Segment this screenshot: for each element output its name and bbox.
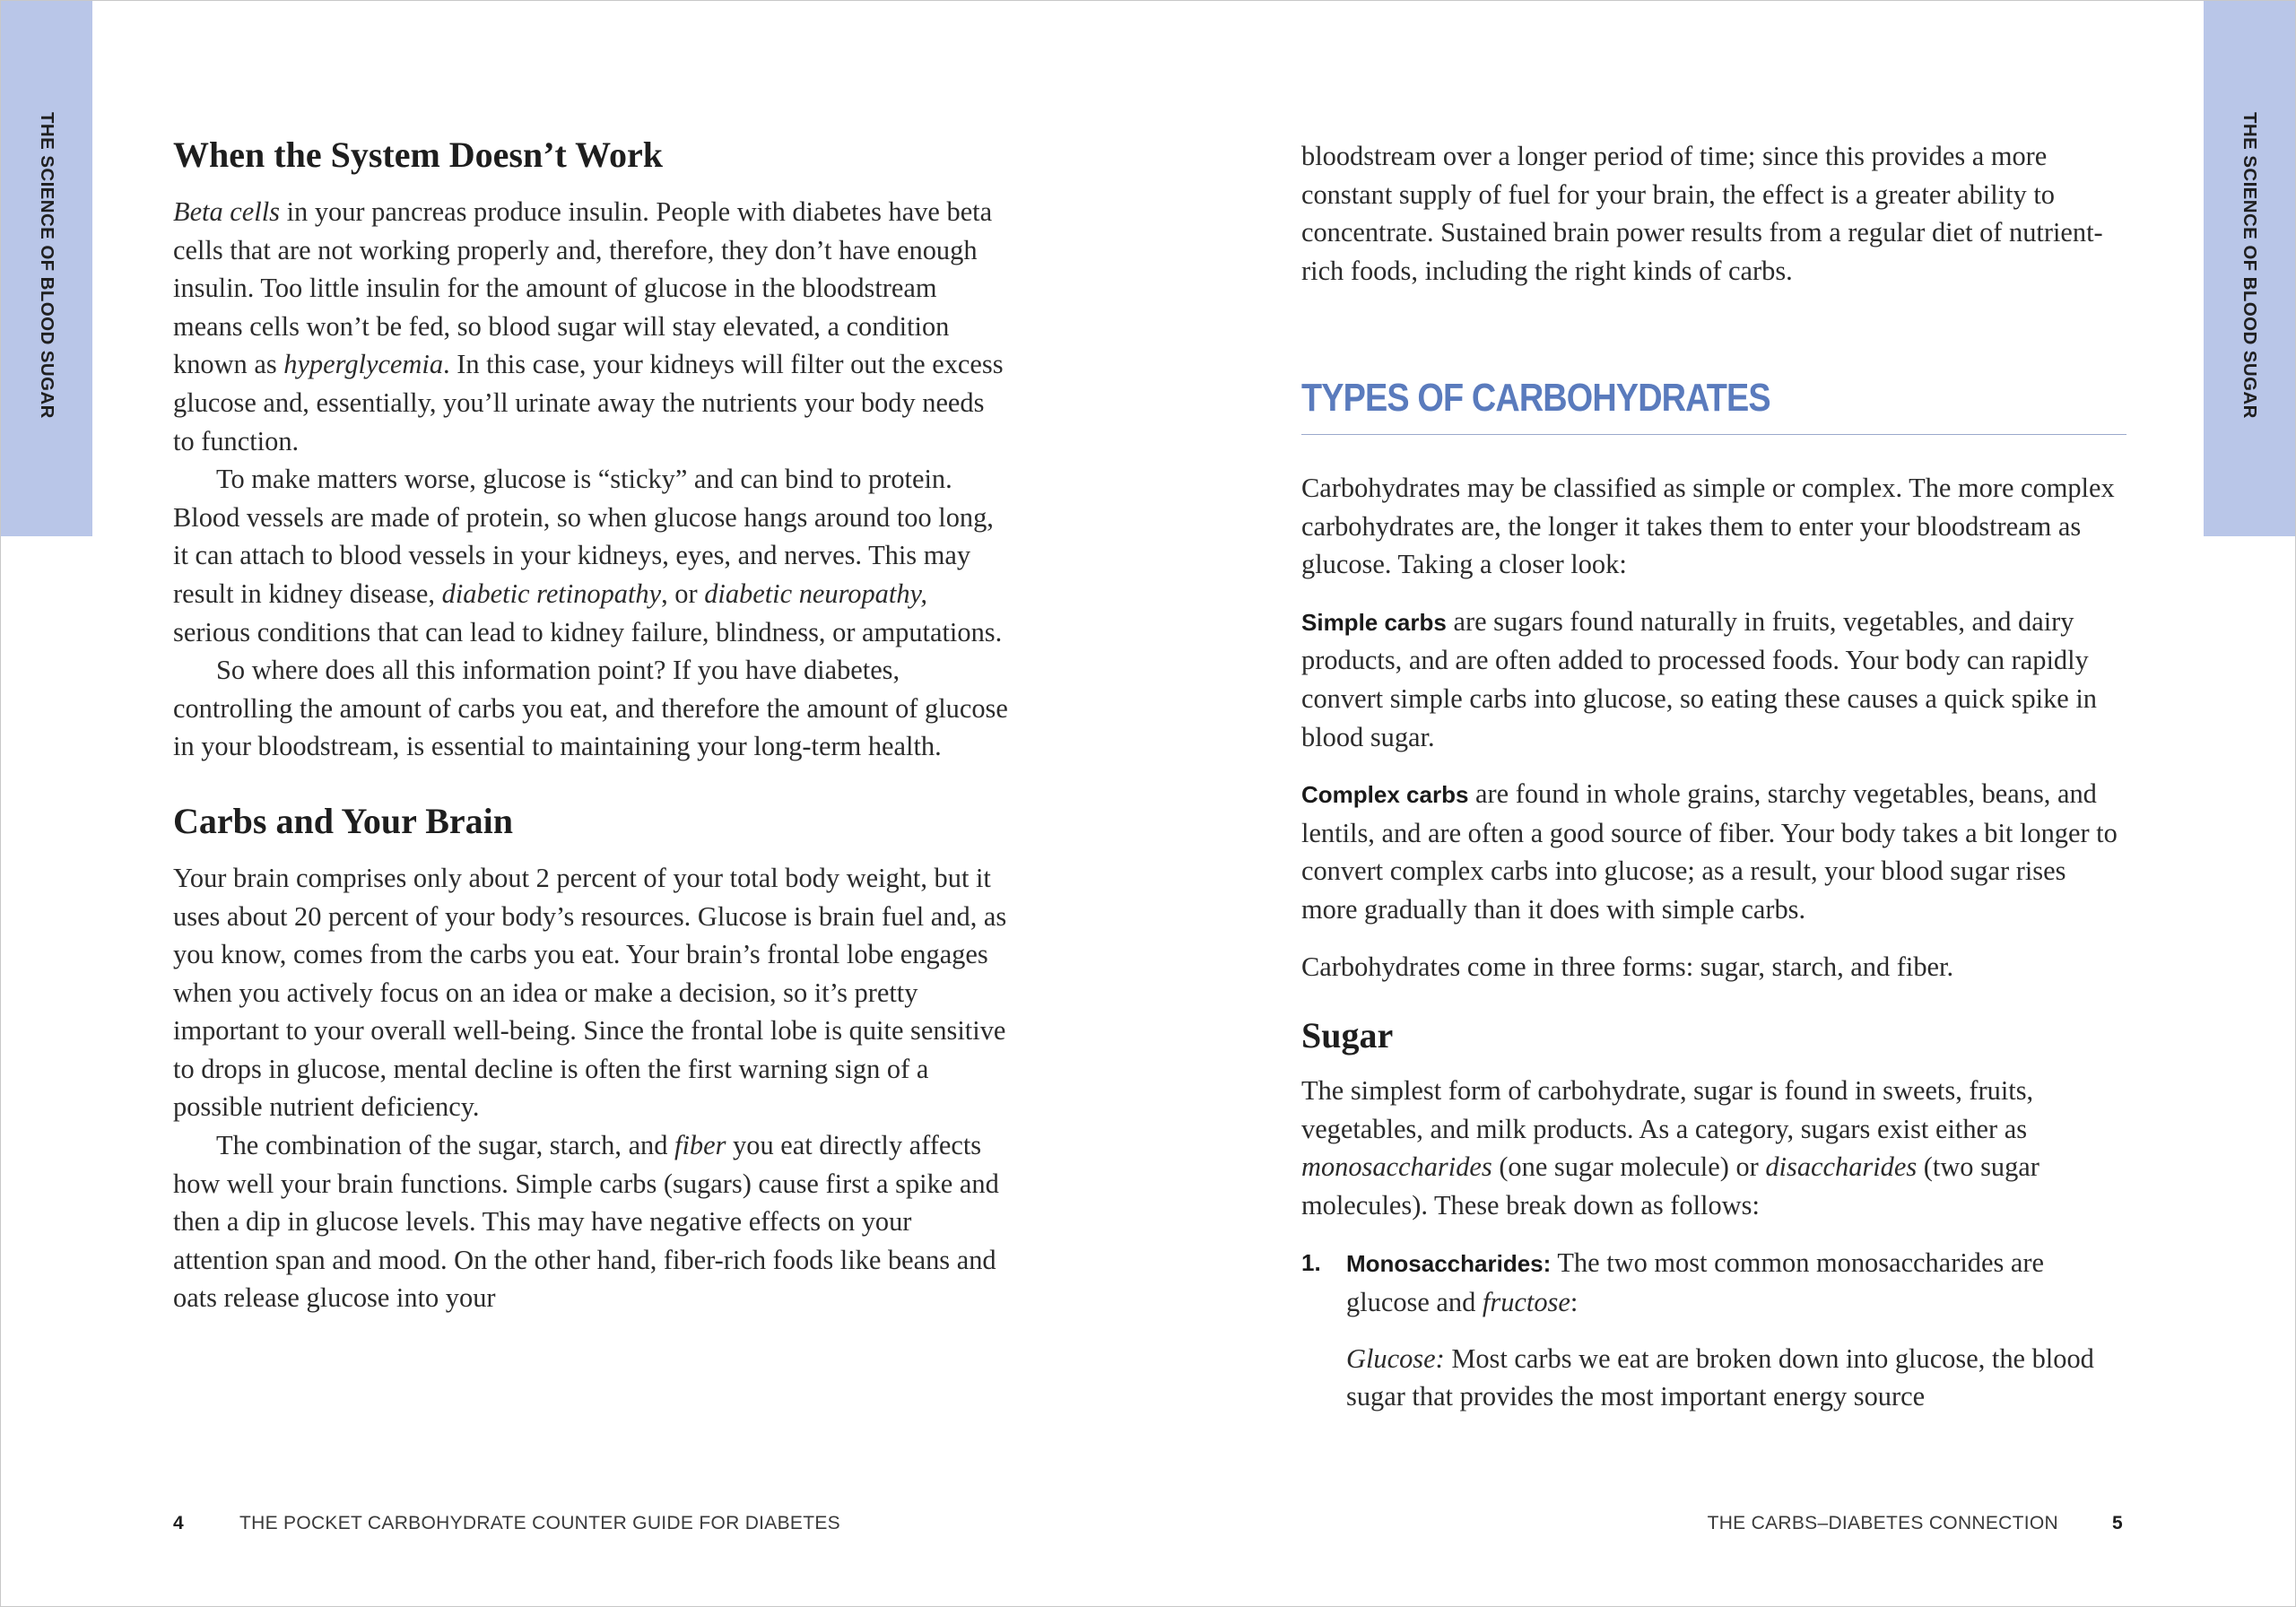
paragraph-simple-carbs bbox=[1301, 603, 2126, 756]
left-footer bbox=[173, 1513, 840, 1534]
text-run: The two most common monosaccharides are glucose and bbox=[1346, 1247, 2044, 1318]
paragraph: Carbohydrates come in three forms: sugar, starch, and fiber. bbox=[1301, 951, 1954, 982]
term-label: Simple carbs bbox=[1301, 608, 1447, 636]
text-run: The simplest form of carbohydrate, sugar is found in sweets, fruits, vegetables, and milk products. As a category, sugars exist either as bbox=[1301, 1075, 2034, 1144]
text-run: are found in whole grains, starchy vegetables, beans, and lentils, and are often a good source of fiber. Your body takes a bit longer to convert complex carbs into glucose; as a result, your blood sugar rises more gradually than it does with simple carbs. bbox=[1301, 778, 2118, 925]
paragraph bbox=[173, 460, 1009, 651]
text-run: you eat directly affects how well your brain functions. Simple carbs (sugars) cause first a spike and then a dip in glucose levels. This may have negative effects on your attention span and mood. On the other hand, fiber-rich foods like beans and oats release glucose into your bbox=[173, 1130, 999, 1314]
text-run: : bbox=[1570, 1287, 1578, 1318]
paragraph bbox=[1301, 1072, 2126, 1224]
paragraph: Carbohydrates may be classified as simple or complex. The more complex carbohydrates are, the longer it takes them to enter your bloodstream as glucose. Taking a closer look: bbox=[1301, 472, 2115, 580]
heading-system-doesnt-work: When the System Doesn’t Work bbox=[173, 135, 663, 175]
heading-carbs-and-brain: Carbs and Your Brain bbox=[173, 800, 513, 841]
right-side-tab bbox=[2204, 1, 2295, 536]
italic-term: Beta cells bbox=[173, 196, 280, 227]
paragraph bbox=[173, 193, 1009, 460]
paragraph: bloodstream over a longer period of time; since this provides a more constant supply of fuel for your brain, the effect is a greater ability to concentrate. Sustained brain power results from a regular diet of nutrient-rich foods, including the right kinds of carbs. bbox=[1301, 141, 2103, 286]
paragraph bbox=[1346, 1244, 2126, 1321]
term-label: Complex carbs bbox=[1301, 781, 1469, 809]
text-run: are sugars found naturally in fruits, vegetables, and dairy products, and are often added to processed foods. Your body can rapidly convert simple carbs into glucose, so eating these causes a quick spike in blood sugar. bbox=[1301, 605, 2097, 752]
text-run: serious conditions that can lead to kidney failure, blindness, or amputations. bbox=[173, 616, 1003, 647]
text-run: To make matters worse, glucose is “sticky” and can bind to protein. Blood vessels are made of protein, so when glucose hangs around too long, it can attach to blood vessels in your kidneys, eyes, and nerves. This may result in kidney disease, bbox=[173, 464, 994, 609]
term-label: Monosaccharides: bbox=[1346, 1250, 1552, 1278]
italic-term: Glucose: bbox=[1346, 1342, 1445, 1374]
paragraph bbox=[173, 1126, 1009, 1317]
text-run: in your pancreas produce insulin. People with diabetes have beta cells that are not working properly and, therefore, they don’t have enough insulin. Too little insulin for the amount of glucose in the bloodstream means cells won’t be fed, so blood sugar will stay elevated, a condition known as bbox=[173, 196, 993, 380]
text-run: . In this case, your kidneys will filter out the excess glucose and, essentially, you’ll urinate away the nutrients your body needs to function. bbox=[173, 349, 1004, 456]
italic-term: monosaccharides bbox=[1301, 1151, 1492, 1183]
heading-sugar: Sugar bbox=[1301, 1015, 1394, 1056]
right-page-content bbox=[1301, 137, 2126, 1416]
paragraph: Your brain comprises only about 2 percent of your total body weight, but it uses about 20 percent of your body’s resources. Glucose is brain fuel and, as you know, comes from the carbs you eat. Your brain’s frontal lobe engages when you actively focus on an idea or make a decision, so it’s pretty important to your overall well-being. Since the frontal lobe is quite sensitive to drops in glucose, mental decline is often the first warning sign of a possible nutrient deficiency. bbox=[173, 862, 1007, 1123]
list-number: 1. bbox=[1301, 1249, 1321, 1277]
text-run: Most carbs we eat are broken down into glucose, the blood sugar that provides the most important energy source bbox=[1346, 1342, 2094, 1412]
italic-term: diabetic neuropathy, bbox=[704, 578, 927, 609]
text-run: (one sugar molecule) or bbox=[1492, 1151, 1766, 1183]
text-run: The combination of the sugar, starch, and bbox=[216, 1130, 675, 1161]
left-page-content bbox=[173, 134, 1009, 1317]
side-tab-label: THE SCIENCE OF BLOOD SUGAR bbox=[2239, 112, 2260, 419]
paragraph: So where does all this information point? If you have diabetes, controlling the amount of carbs you eat, and therefore the amount of glucose in your bloodstream, is essential to maintaining your long-term health. bbox=[173, 655, 1008, 762]
section-title: TYPES OF CARBOHYDRATES bbox=[1301, 376, 1770, 421]
running-title: THE CARBS–DIABETES CONNECTION bbox=[1707, 1513, 2059, 1533]
text-run: (two sugar molecules). These break down as follows: bbox=[1301, 1151, 2039, 1220]
page-number: 4 bbox=[173, 1513, 184, 1533]
text-run: , or bbox=[661, 578, 705, 609]
page-number: 5 bbox=[2112, 1513, 2123, 1533]
left-side-tab bbox=[1, 1, 92, 536]
italic-term: diabetic retinopathy bbox=[441, 578, 662, 609]
section-divider bbox=[1301, 434, 2126, 435]
running-title: THE POCKET CARBOHYDRATE COUNTER GUIDE FOR DIABETES bbox=[239, 1513, 840, 1533]
italic-term: hyperglycemia bbox=[283, 349, 444, 380]
italic-term: fiber bbox=[674, 1130, 726, 1161]
paragraph bbox=[1346, 1340, 2126, 1416]
side-tab-label: THE SCIENCE OF BLOOD SUGAR bbox=[37, 112, 57, 419]
italic-term: disaccharides bbox=[1765, 1151, 1918, 1183]
paragraph-complex-carbs bbox=[1301, 775, 2126, 928]
italic-term: fructose bbox=[1482, 1287, 1570, 1318]
right-footer bbox=[1708, 1513, 2123, 1534]
list-item bbox=[1301, 1244, 2126, 1415]
